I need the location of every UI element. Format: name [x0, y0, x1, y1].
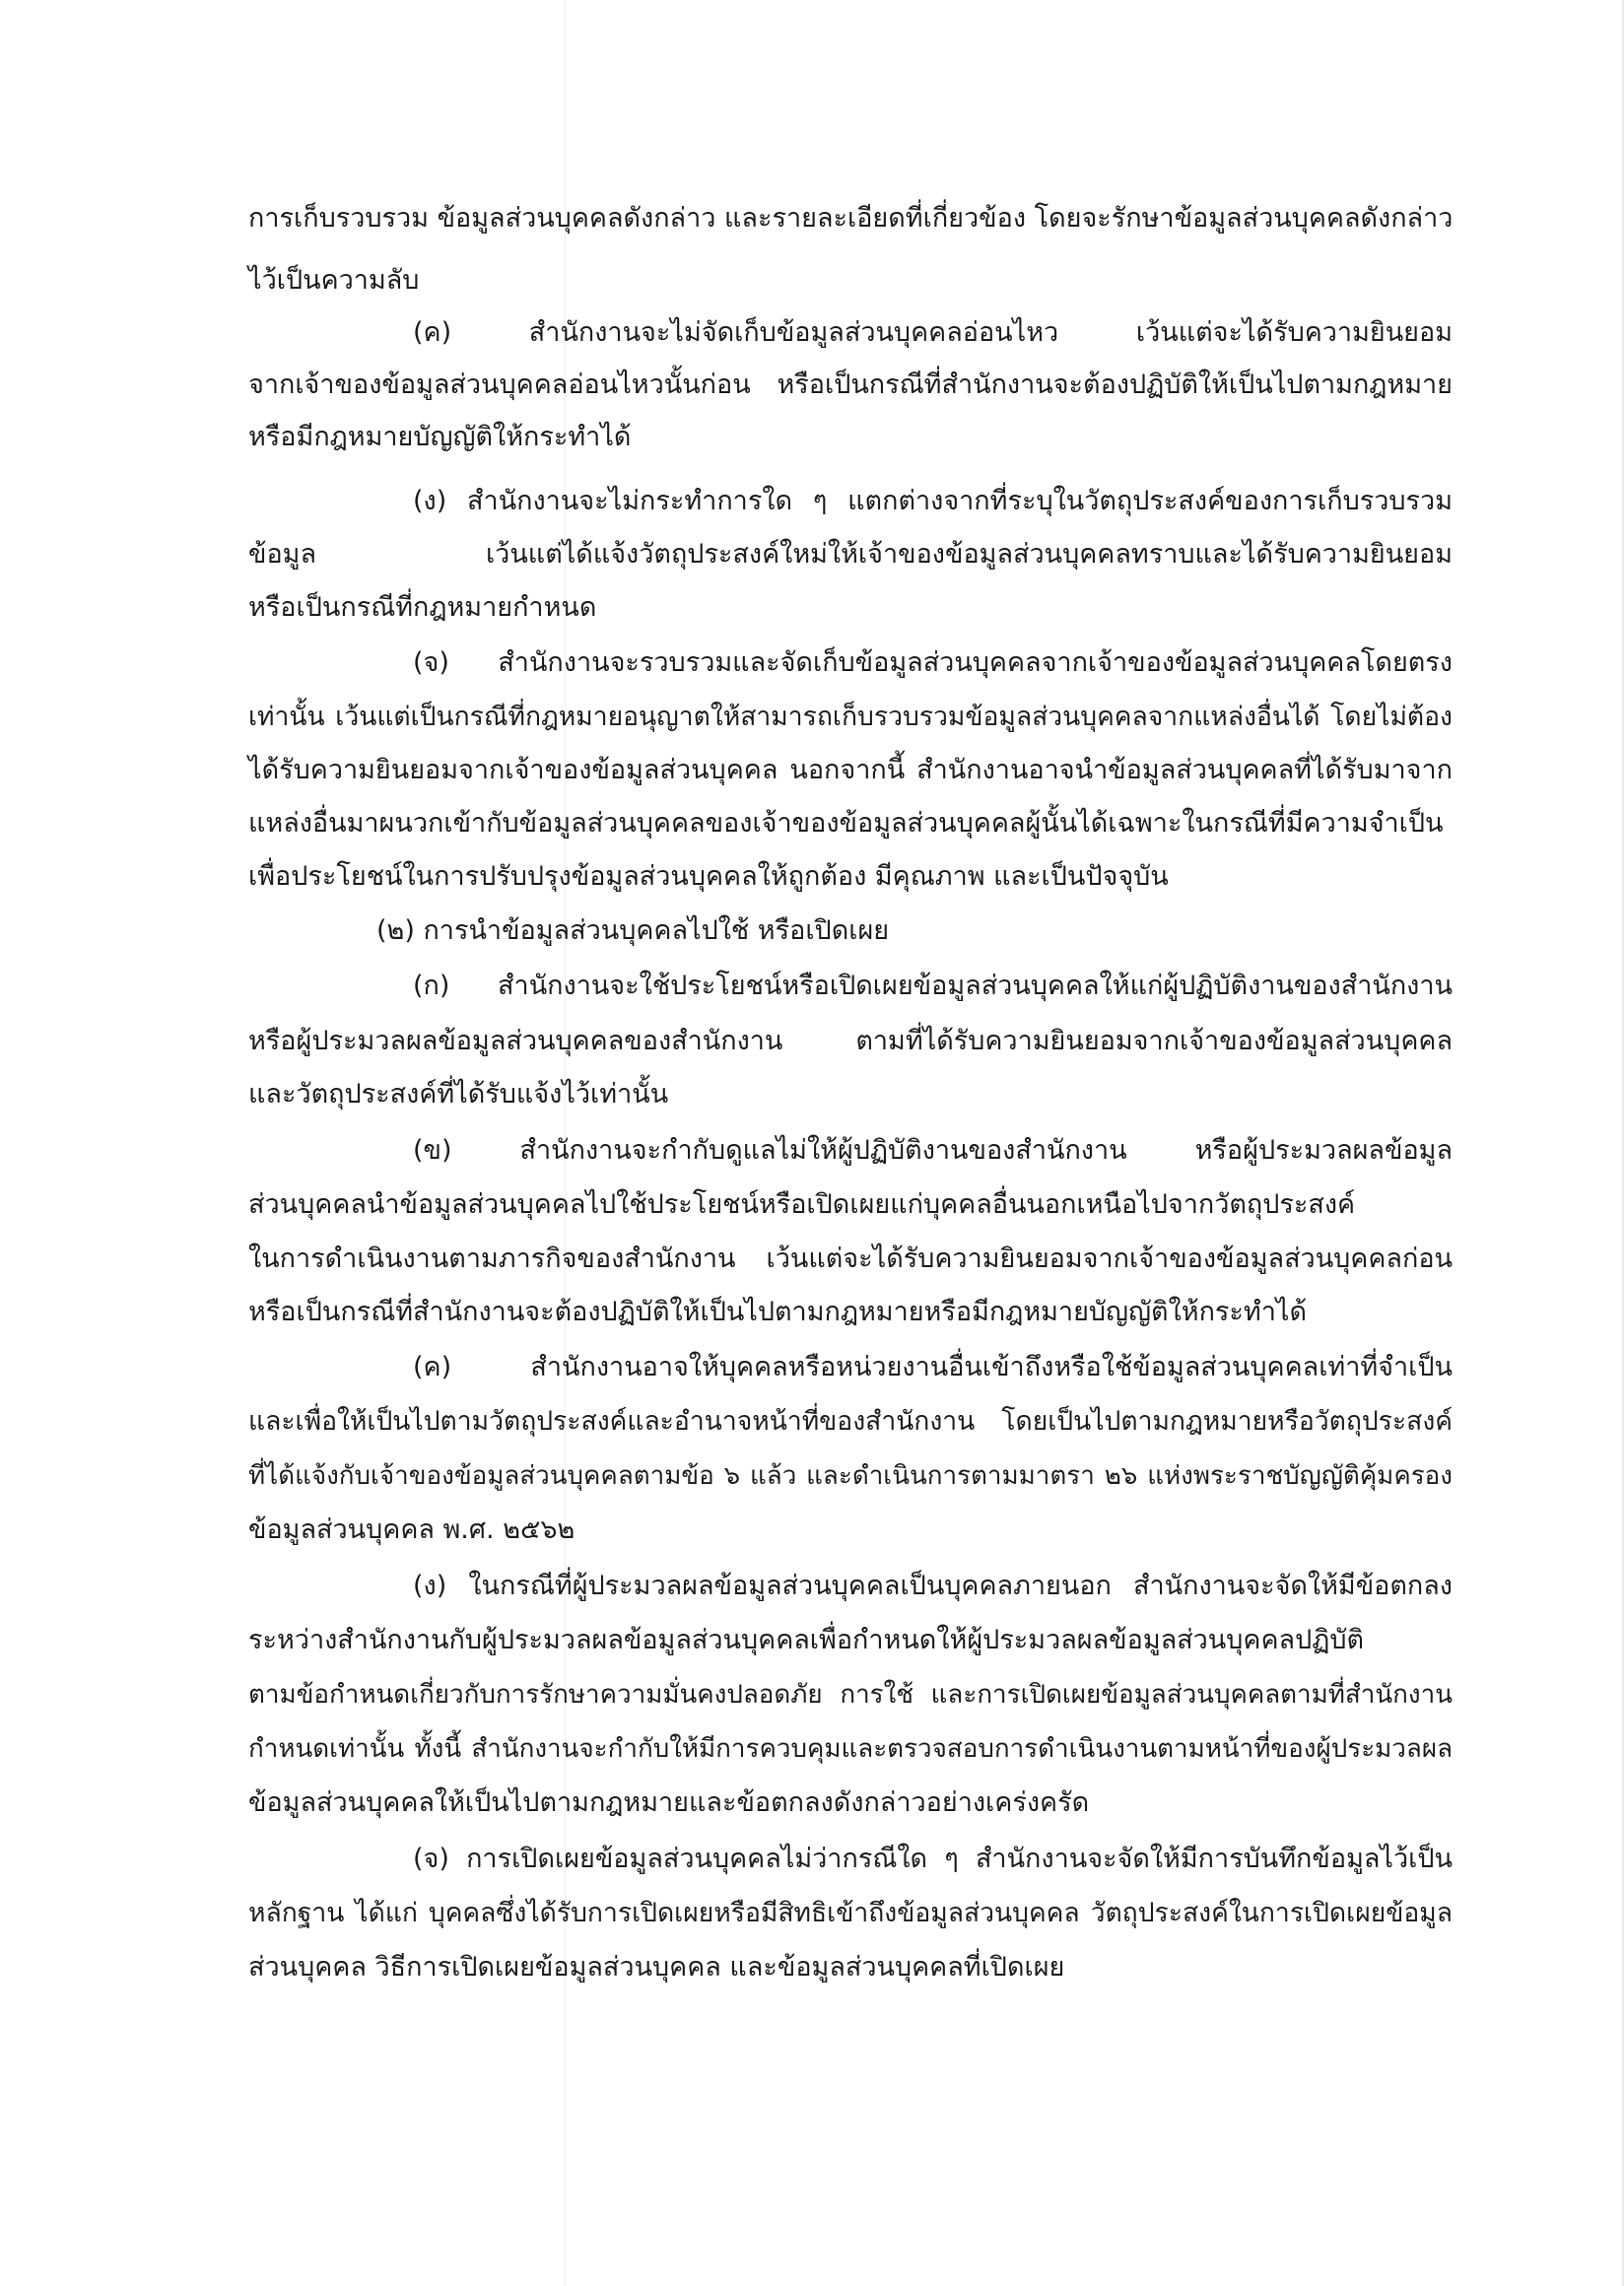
text-line: หรือมีกฎหมายบัญญัติให้กระทำได้ — [248, 422, 632, 452]
text-line: (จ) การเปิดเผยข้อมูลส่วนบุคคลไม่ว่ากรณีใด ๆ สำนักงานจะจัดให้มีการบันทึกข้อมูลไว้เป็น — [413, 1844, 1453, 1874]
text-line: ข้อมูล เว้นแต่ได้แจ้งวัตถุประสงค์ใหม่ให้เจ้าของข้อมูลส่วนบุคคลทราบและได้รับความยินยอม — [248, 539, 1453, 570]
text-line: (ค) สำนักงานอาจให้บุคคลหรือหน่วยงานอื่นเข้าถึงหรือใช้ข้อมูลส่วนบุคคลเท่าที่จำเป็น — [413, 1352, 1453, 1382]
text-line: ข้อมูลส่วนบุคคลให้เป็นไปตามกฎหมายและข้อตกลงดังกล่าวอย่างเคร่งครัด — [248, 1787, 1090, 1818]
text-line: แหล่งอื่นมาผนวกเข้ากับข้อมูลส่วนบุคคลของเจ้าของข้อมูลส่วนบุคคลผู้นั้นได้เฉพาะในกรณีที่มีความจำเป็น — [248, 808, 1444, 839]
text-line: (ก) สำนักงานจะใช้ประโยชน์หรือเปิดเผยข้อมูลส่วนบุคคลให้แก่ผู้ปฏิบัติงานของสำนักงาน — [413, 971, 1453, 1001]
text-line: หลักฐาน ได้แก่ บุคคลซึ่งได้รับการเปิดเผยหรือมีสิทธิเข้าถึงข้อมูลส่วนบุคคล วัตถุประสงค์ในการเปิดเผยข้อมูล — [248, 1898, 1453, 1928]
text-line: ส่วนบุคคล วิธีการเปิดเผยข้อมูลส่วนบุคคล และข้อมูลส่วนบุคคลที่เปิดเผย — [248, 1952, 1065, 1983]
text-line: จากเจ้าของข้อมูลส่วนบุคคลอ่อนไหวนั้นก่อน หรือเป็นกรณีที่สำนักงานจะต้องปฏิบัติให้เป็นไปตามกฎหมาย — [248, 370, 1453, 400]
text-line: การเก็บรวบรวม ข้อมูลส่วนบุคคลดังกล่าว และรายละเอียดที่เกี่ยวข้อง โดยจะรักษาข้อมูลส่วนบุคคลดังกล่าว — [248, 203, 1454, 234]
text-line: (ง) ในกรณีที่ผู้ประมวลผลข้อมูลส่วนบุคคลเป็นบุคคลภายนอก สำนักงานจะจัดให้มีข้อตกลง — [413, 1571, 1453, 1601]
text-line: (ข) สำนักงานจะกำกับดูแลไม่ให้ผู้ปฏิบัติงานของสำนักงาน หรือผู้ประมวลผลข้อมูล — [413, 1135, 1453, 1166]
section-heading: (๒) การนำข้อมูลส่วนบุคคลไปใช้ หรือเปิดเผย — [376, 915, 890, 946]
text-line: ระหว่างสำนักงานกับผู้ประมวลผลข้อมูลส่วนบุคคลเพื่อกำหนดให้ผู้ประมวลผลข้อมูลส่วนบุคคลปฏิบัติ — [248, 1625, 1365, 1655]
text-line: หรือเป็นกรณีที่กฎหมายกำหนด — [248, 592, 597, 623]
text-line: กำหนดเท่านั้น ทั้งนี้ สำนักงานจะกำกับให้มีการควบคุมและตรวจสอบการดำเนินงานตามหน้าที่ของผู้ประมวลผล — [248, 1734, 1453, 1764]
text-line: หรือเป็นกรณีที่สำนักงานจะต้องปฏิบัติให้เป็นไปตามกฎหมายหรือมีกฎหมายบัญญัติให้กระทำได้ — [248, 1297, 1308, 1327]
text-line: ข้อมูลส่วนบุคคล พ.ศ. ๒๕๖๒ — [248, 1514, 575, 1545]
text-line: เท่านั้น เว้นแต่เป็นกรณีที่กฎหมายอนุญาตให้สามารถเก็บรวบรวมข้อมูลส่วนบุคคลจากแหล่งอื่นได้ โดยไม่ต้อง — [248, 702, 1453, 732]
text-line: ที่ได้แจ้งกับเจ้าของข้อมูลส่วนบุคคลตามข้อ ๖ แล้ว และดำเนินการตามมาตรา ๒๖ แห่งพระราชบัญญัติคุ้มครอง — [248, 1461, 1453, 1491]
text-line: ในการดำเนินงานตามภารกิจของสำนักงาน เว้นแต่จะได้รับความยินยอมจากเจ้าของข้อมูลส่วนบุคคลก่อน — [248, 1244, 1453, 1274]
text-line: และเพื่อให้เป็นไปตามวัตถุประสงค์และอำนาจหน้าที่ของสำนักงาน โดยเป็นไปตามกฎหมายหรือวัตถุประสงค์ — [248, 1406, 1453, 1437]
text-line: ไว้เป็นความลับ — [248, 265, 420, 296]
text-line: (จ) สำนักงานจะรวบรวมและจัดเก็บข้อมูลส่วนบุคคลจากเจ้าของข้อมูลส่วนบุคคลโดยตรง — [413, 647, 1453, 678]
text-line: และวัตถุประสงค์ที่ได้รับแจ้งไว้เท่านั้น — [248, 1079, 669, 1109]
text-line: ได้รับความยินยอมจากเจ้าของข้อมูลส่วนบุคคล นอกจากนี้ สำนักงานอาจนำข้อมูลส่วนบุคคลที่ได้รับมาจาก — [248, 755, 1453, 785]
text-line: (ง) สำนักงานจะไม่กระทำการใด ๆ แตกต่างจากที่ระบุในวัตถุประสงค์ของการเก็บรวบรวม — [413, 486, 1453, 516]
text-line: (ค) สำนักงานจะไม่จัดเก็บข้อมูลส่วนบุคคลอ่อนไหว เว้นแต่จะได้รับความยินยอม — [413, 317, 1453, 348]
text-line: ส่วนบุคคลนำข้อมูลส่วนบุคคลไปใช้ประโยชน์หรือเปิดเผยแก่บุคคลอื่นนอกเหนือไปจากวัตถุประสงค์ — [248, 1189, 1356, 1220]
text-line: ตามข้อกำหนดเกี่ยวกับการรักษาความมั่นคงปลอดภัย การใช้ และการเปิดเผยข้อมูลส่วนบุคคลตามที่สำนักงาน — [248, 1680, 1453, 1710]
text-line: เพื่อประโยชน์ในการปรับปรุงข้อมูลส่วนบุคคลให้ถูกต้อง มีคุณภาพ และเป็นปัจจุบัน — [248, 861, 1169, 892]
text-line: หรือผู้ประมวลผลข้อมูลส่วนบุคคลของสำนักงาน ตามที่ได้รับความยินยอมจากเจ้าของข้อมูลส่วนบุคคล — [248, 1026, 1453, 1056]
